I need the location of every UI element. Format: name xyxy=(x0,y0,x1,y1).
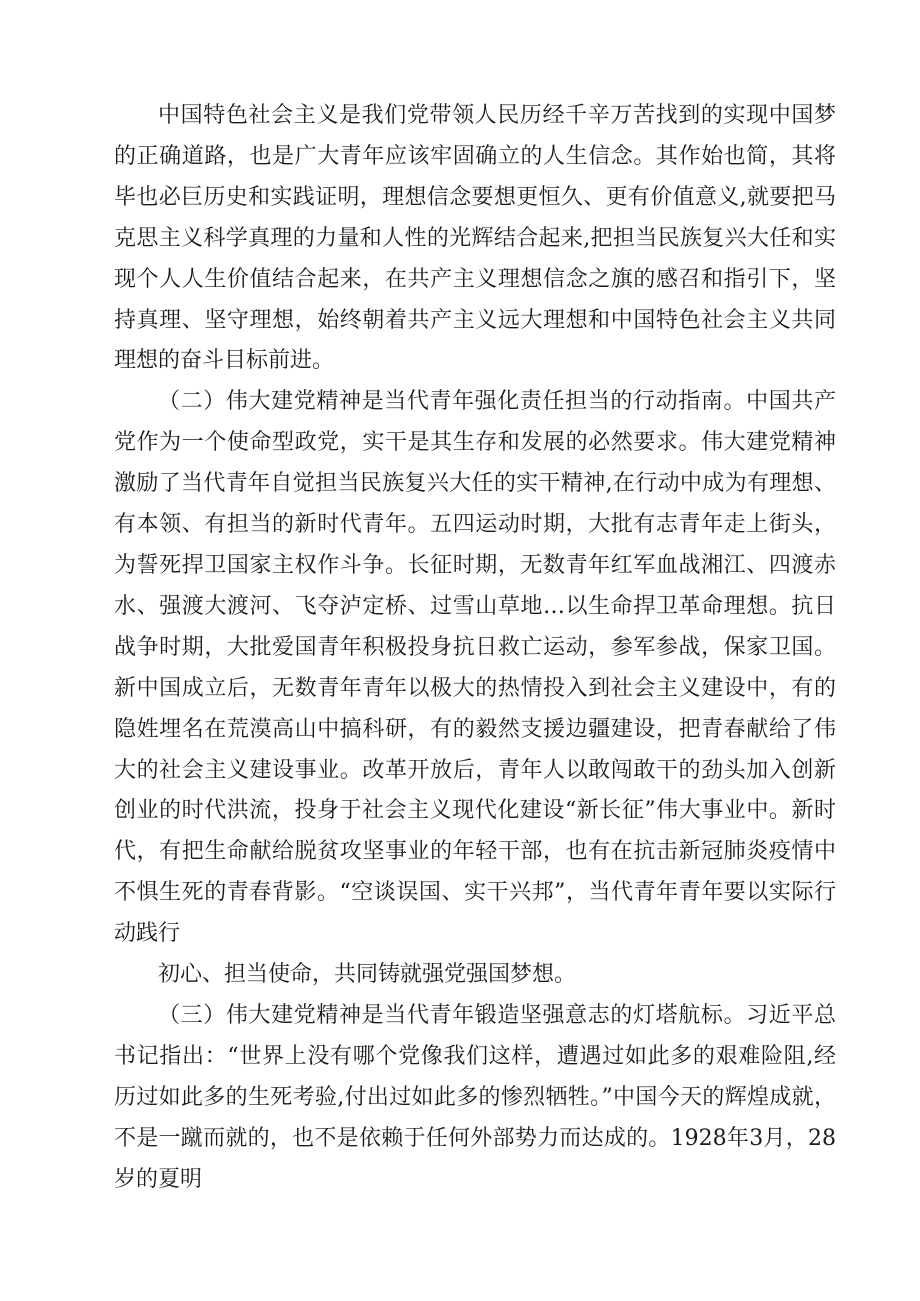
document-body xyxy=(114,96,836,1200)
paragraph-ideals: 中国特色社会主义是我们党带领人民历经千辛万苦找到的实现中国梦的正确道路，也是广大青年应该牢固确立的人生信念。其作始也简，其将毕也必巨历史和实践证明，理想信念要想更恒久、更有价值意义,就要把马克思主义科学真理的力量和人性的光辉结合起来,把担当民族复兴大任和实现个人人生价值结合起来，在共产主义理想信念之旗的感召和指引下，坚持真理、坚守理想，始终朝着共产主义远大理想和中国特色社会主义共同理想的奋斗目标前进。 xyxy=(114,103,836,374)
paragraph-section-3: （三）伟大建党精神是当代青年锻造坚强意志的灯塔航标。习近平总书记指出：“世界上没有哪个党像我们这样，遭遇过如此多的艰难险阻,经历过如此多的生死考验,付出过如此多的惨烈牺牲。”中国今天的辉煌成就，不是一蹴而就的，也不是依赖于任何外部势力而达成的。1928年3月，28岁的夏明 xyxy=(114,1002,836,1192)
paragraph-section-2: （二）伟大建党精神是当代青年强化责任担当的行动指南。中国共产党作为一个使命型政党，实干是其生存和发展的必然要求。伟大建党精神激励了当代青年自觉担当民族复兴大任的实干精神,在行动中成为有理想、有本领、有担当的新时代青年。五四运动时期，大批有志青年走上街头，为誓死捍卫国家主权作斗争。长征时期，无数青年红军血战湘江、四渡赤水、强渡大渡河、飞夺泸定桥、过雪山草地…以生命捍卫革命理想。抗日战争时期，大批爱国青年积极投身抗日救亡运动，参军参战，保家卫国。新中国成立后，无数青年青年以极大的热情投入到社会主义建设中，有的隐姓埋名在荒漠高山中搞科研，有的毅然支援边疆建设，把青春献给了伟大的社会主义建设事业。改革开放后，青年人以敢闯敢干的劲头加入创新创业的时代洪流，投身于社会主义现代化建设“新长征”伟大事业中。新时代，有把生命献给脱贫攻坚事业的年轻干部，也有在抗击新冠肺炎疫情中不惧生死的青春背影。“空谈误国、实干兴邦”，当代青年青年要以实际行动践行 xyxy=(114,389,836,947)
paragraph-continuation: 初心、担当使命，共同铸就强党强国梦想。 xyxy=(158,962,577,988)
